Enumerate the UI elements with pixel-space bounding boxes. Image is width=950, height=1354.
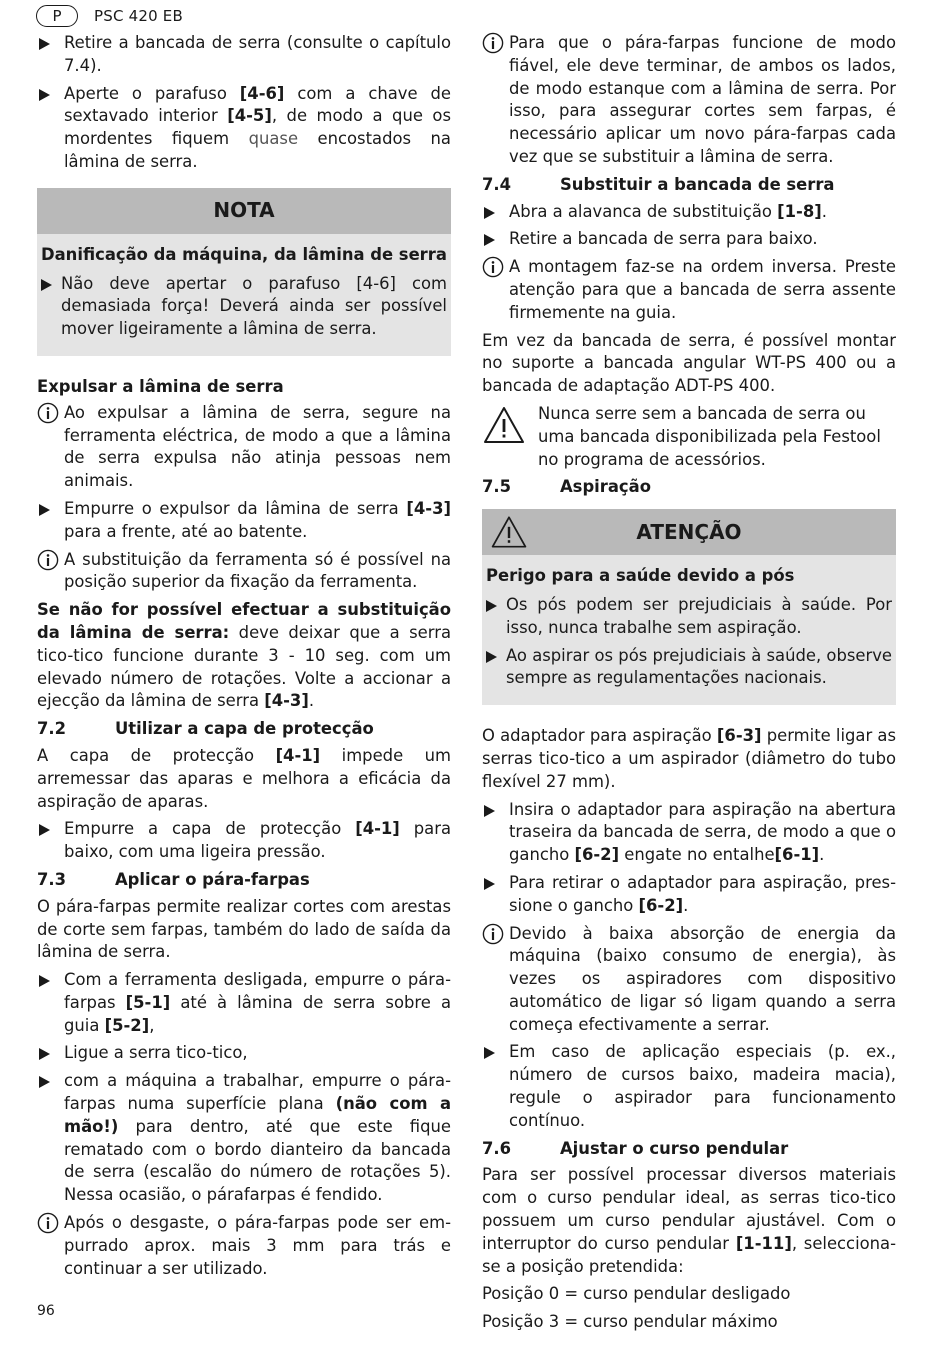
- page-header: [36, 4, 183, 28]
- ref-label: [6-1]: [774, 845, 820, 865]
- bullet-arrow-icon: [484, 234, 495, 246]
- ref-label: [1-11]: [735, 1233, 792, 1253]
- atencao-box-header: [482, 509, 896, 555]
- position-3-line: Posição 3 = curso pendular máximo: [482, 1312, 778, 1332]
- section-7-3-heading: 7.3 Aplicar o pára-farpas: [37, 869, 310, 889]
- step-remove-base: Retire a bancada de serra para baixo.: [482, 228, 896, 251]
- bullet-arrow-icon: [486, 651, 497, 663]
- bullet-arrow-icon: [484, 878, 495, 890]
- bullet-arrow-icon: [39, 1076, 50, 1088]
- atencao-subtitle: Perigo para a saúde devido a pós: [486, 566, 795, 586]
- left-column: [37, 32, 451, 1285]
- ref-label: [1-8]: [777, 201, 822, 221]
- atencao-item: Ao aspirar os pós prejudiciais à saúde, observe sempre as regulamentações nacionais.: [486, 645, 892, 691]
- step-push-guard: Empurre a capa de protecção [4-1] para baixo, com uma ligeira pressão.: [37, 818, 451, 864]
- info-icon: [37, 1212, 59, 1234]
- bullet-arrow-icon: [41, 279, 52, 291]
- step-continuous-mode: Em caso de aplicação especiais (p. ex., número de cursos baixo, madeira macia), regule o aspirador para funcionamento contínuo.: [482, 1041, 896, 1132]
- ref-label: [4-6]: [239, 83, 285, 103]
- atencao-title: ATENÇÃO: [636, 519, 742, 544]
- warning-no-base: Nunca serre sem a bancada de serra ou uma bancada disponibilizada pela Festool no programa de acessórios.: [482, 403, 896, 471]
- section-7-2-para: A capa de protecção [4-1] impede um arremessar das aparas e melhora a eficácia da aspiração de aparas.: [37, 745, 451, 811]
- page-number: 96: [37, 1303, 55, 1319]
- bullet-arrow-icon: [39, 824, 50, 836]
- info-icon: [482, 256, 504, 278]
- position-0-line: Posição 0 = curso pendular desligado: [482, 1284, 791, 1304]
- nota-subtitle: Danificação da máquina, da lâmina de serra: [41, 244, 447, 264]
- right-column: [482, 32, 896, 1339]
- eject-heading: Expulsar a lâmina de serra: [37, 376, 284, 396]
- info-icon: [37, 402, 59, 424]
- ref-label: [6-3]: [716, 726, 762, 746]
- ref-label: [4-1]: [275, 745, 321, 765]
- bullet-arrow-icon: [39, 89, 50, 101]
- step-remove-adapter: Para retirar o adaptador para aspiração, pressione o gancho [6-2].: [482, 872, 896, 918]
- bullet-arrow-icon: [39, 504, 50, 516]
- nota-box-header: [37, 188, 451, 234]
- atencao-box: [482, 509, 896, 705]
- atencao-item: Os pós podem ser prejudiciais à saúde. Por isso, nunca trabalhe sem aspiração.: [486, 594, 892, 640]
- info-extractor-autostart: Devido à baixa absorção de energia da máquina (baixo consumo de energia), às vezes os aspiradores com dispositivo automático de ligar só ligam quando a serra começa efectivamente a serrar.: [482, 923, 896, 1037]
- section-7-4-heading: 7.4 Substituir a bancada de serra: [482, 174, 835, 194]
- nota-box: [37, 188, 451, 356]
- info-eject-hold: Ao expulsar a lâmina de serra, segure na ferramenta eléctrica, de modo a que a lâmina de serra expulsa não atinja pessoas nem animais.: [37, 402, 451, 493]
- ref-label: [6-2]: [574, 845, 620, 865]
- ref-label: [6-2]: [638, 895, 684, 915]
- step-tighten-screw: Aperte o parafuso [4-6] com a chave de sextavado interior [4-5], de modo a que os mordentes fiquem quase encostados na lâmina de serra.: [37, 83, 451, 174]
- info-icon: [482, 923, 504, 945]
- nota-item: Não deve apertar o parafuso [4-6] com demasiada força! Deverá ainda ser possível mover ligeiramente a lâmina de serra.: [41, 273, 447, 341]
- section-7-5-heading: 7.5 Aspiração: [482, 477, 651, 497]
- section-7-2-heading: 7.2 Utilizar a capa de protecção: [37, 719, 374, 739]
- bullet-arrow-icon: [39, 38, 50, 50]
- step-push-inward: com a máquina a trabalhar, empurre o pára-farpas numa superfície plana (não com a mão!) para dentro, até que este fique rematado com o bordo dianteiro da bancada de serra (escalão do número de rotações 5). Nessa ocasião, o párafarpas é fendido.: [37, 1070, 451, 1207]
- ref-label: [4-5]: [227, 106, 272, 126]
- nota-title: NOTA: [213, 198, 275, 223]
- ref-label: [4-1]: [355, 819, 400, 839]
- bullet-arrow-icon: [39, 975, 50, 987]
- section-7-3-para: O pára-farpas permite realizar cortes com arestas de corte sem farpas, também do lado de saída da lâmina de serra.: [37, 896, 451, 962]
- step-insert-adapter: Insira o adaptador para aspiração na abertura traseira da bancada de serra, de modo a que o gancho [6-2] engate no entalhe[6-1].: [482, 799, 896, 867]
- info-splinterguard-fit: Para que o pára-farpas funcione de modo fiável, ele deve terminar, de ambos os lados, de modo estanque com a lâmina de serra. Por isso, para assegurar cortes sem farpas, é necessário aplicar um novo pára-farpas cada vez que se substituir a lâmina de serra.: [482, 32, 896, 169]
- info-tool-change: A substituição da ferramenta só é possível na posição superior da fixação da ferramenta.: [37, 549, 451, 595]
- eject-fallback-note: Se não for possível efectuar a substituição da lâmina de serra: deve deixar que a serra tico-tico funcione durante 3 - 10 seg. com um elevado número de rotações. Volte a accionar a ejecção da lâmina de serra [4-3].: [37, 600, 451, 711]
- bullet-arrow-icon: [484, 1047, 495, 1059]
- bullet-arrow-icon: [486, 600, 497, 612]
- ref-label: [4-3]: [406, 498, 451, 518]
- warning-triangle-icon: [482, 405, 526, 445]
- ref-label: [5-1]: [125, 992, 171, 1012]
- section-7-6-para: Para ser possível processar diversos materiais com o curso pendular ideal, as serras tico-tico possuem um curso pendular ajustável. Com o interruptor do curso pendular [1-11], selecciona-se a posição pretendida:: [482, 1165, 896, 1276]
- bullet-arrow-icon: [39, 1048, 50, 1060]
- step-open-lever: Abra a alavanca de substituição [1-8].: [482, 201, 896, 224]
- step-push-splinterguard: Com a ferramenta desligada, empurre o párafarpas [5-1] até à lâmina de serra sobre a guia [5-2],: [37, 969, 451, 1037]
- info-icon: [37, 549, 59, 571]
- step-push-ejector: Empurre o expulsor da lâmina de serra [4-3] para a frente, até ao batente.: [37, 498, 451, 544]
- section-7-6-heading: 7.6 Ajustar o curso pendular: [482, 1138, 789, 1158]
- ref-label: [5-2]: [104, 1015, 150, 1035]
- step-switch-on: Ligue a serra tico-tico,: [37, 1042, 451, 1065]
- info-wear: Após o desgaste, o pára-farpas pode ser empurrado aprox. mais 3 mm para trás e continuar a ser utilizado.: [37, 1212, 451, 1280]
- bullet-arrow-icon: [484, 805, 495, 817]
- bullet-arrow-icon: [484, 207, 495, 219]
- info-icon: [482, 32, 504, 54]
- warning-triangle-icon: [490, 514, 528, 550]
- language-badge: P: [36, 5, 78, 27]
- ref-label: [4-3]: [264, 691, 309, 711]
- section-7-4-para: Em vez da bancada de serra, é possível montar no suporte a bancada angular WT-PS 400 ou a bancada de adaptação ADT-PS 400.: [482, 330, 896, 396]
- model-name: PSC 420 EB: [94, 7, 183, 25]
- step-remove-table: Retire a bancada de serra (consulte o capítulo 7.4).: [37, 32, 451, 78]
- info-reassembly: A montagem faz-se na ordem inversa. Preste atenção para que a bancada de serra assente firmemente na guia.: [482, 256, 896, 324]
- section-7-5-para: O adaptador para aspiração [6-3] permite ligar as serras tico-tico a um aspirador (diâmetro do tubo flexível 27 mm).: [482, 726, 897, 791]
